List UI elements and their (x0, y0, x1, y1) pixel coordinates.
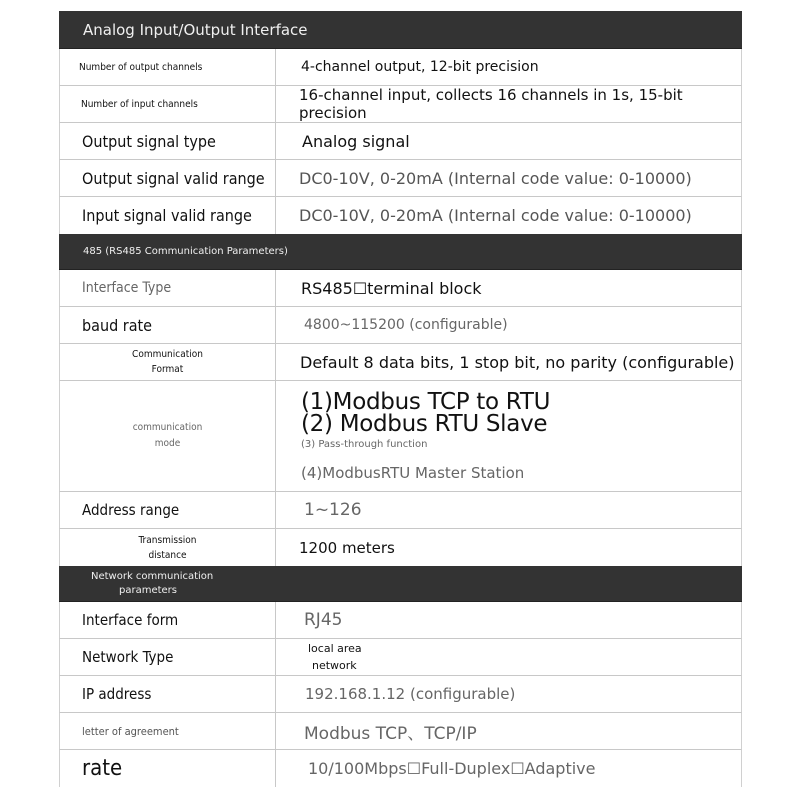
table-row (59, 86, 742, 123)
table-row (59, 381, 742, 492)
table-row (59, 49, 742, 86)
row-value: 192.168.1.12 (configurable) (305, 685, 516, 703)
row-value: Default 8 data bits, 1 stop bit, no parity (configurable) (300, 352, 735, 372)
section-title: Analog Input/Output Interface (83, 20, 308, 39)
section-title: Network communication (91, 570, 214, 582)
row-label (60, 529, 276, 566)
row-value: 10/100Mbps☐Full-Duplex☐Adaptive (308, 759, 596, 778)
mode-list (276, 381, 741, 491)
table-row (59, 602, 742, 639)
table-row (59, 344, 742, 381)
row-value: Analog signal (302, 131, 410, 151)
label-line: Transmission (138, 534, 197, 546)
table-row (59, 160, 742, 197)
row-label: Number of input channels (60, 86, 276, 122)
row-label: Interface Type (60, 270, 276, 306)
row-label: letter of agreement (60, 713, 276, 749)
mode-item: (2) Modbus RTU Slave (301, 410, 548, 437)
row-label: baud rate (60, 307, 276, 343)
mode-item: (4)ModbusRTU Master Station (301, 463, 525, 482)
row-value: 4-channel output, 12-bit precision (301, 59, 539, 75)
row-value: 4800~115200 (configurable) (304, 317, 508, 333)
label-line: Communication (132, 349, 203, 360)
row-label: Input signal valid range (60, 197, 276, 234)
table-row (59, 123, 742, 160)
mode-item: (1)Modbus TCP to RTU (301, 388, 551, 415)
table-row (59, 197, 742, 234)
section-header-analog (59, 11, 742, 49)
row-value: 1~126 (304, 500, 362, 520)
row-value (276, 639, 741, 675)
label-line: Format (151, 364, 184, 375)
table-row (59, 492, 742, 529)
row-value: RS485☐terminal block (301, 278, 482, 298)
table-row (59, 713, 742, 750)
row-label: Output signal type (60, 123, 276, 159)
label-line: mode (154, 438, 181, 449)
row-value: RJ45 (304, 610, 343, 630)
row-value: DC0-10V, 0-20mA (Internal code value: 0-10000) (299, 206, 692, 225)
table-row (59, 529, 742, 566)
row-value: Modbus TCP、TCP/IP (304, 723, 477, 744)
row-label (60, 381, 276, 491)
section-header-network (59, 566, 742, 602)
table-row (59, 676, 742, 713)
table-row (59, 639, 742, 676)
value-line: network (312, 659, 357, 672)
row-label: Network Type (60, 639, 276, 675)
row-label: Number of output channels (60, 49, 276, 85)
section-title: parameters (119, 584, 178, 596)
row-value: DC0-10V, 0-20mA (Internal code value: 0-10000) (299, 168, 692, 188)
label-line: communication (132, 422, 203, 433)
label-line: distance (148, 549, 187, 561)
table-row (59, 307, 742, 344)
table-row (59, 750, 742, 787)
table-row (59, 270, 742, 307)
row-value: 16-channel input, collects 16 channels in 1s, 15-bit precision (299, 86, 683, 122)
mode-item: (3) Pass-through function (301, 438, 428, 450)
section-title: 485 (RS485 Communication Parameters) (83, 246, 288, 257)
section-header-rs485 (59, 234, 742, 270)
spec-sheet (59, 11, 742, 787)
row-value: 1200 meters (299, 538, 395, 557)
row-label: IP address (60, 676, 276, 712)
row-label: Address range (60, 492, 276, 528)
value-line: local area (308, 642, 362, 655)
row-label: Interface form (60, 602, 276, 638)
row-label: rate (60, 750, 276, 787)
row-label: Output signal valid range (60, 160, 276, 196)
row-label (60, 344, 276, 380)
